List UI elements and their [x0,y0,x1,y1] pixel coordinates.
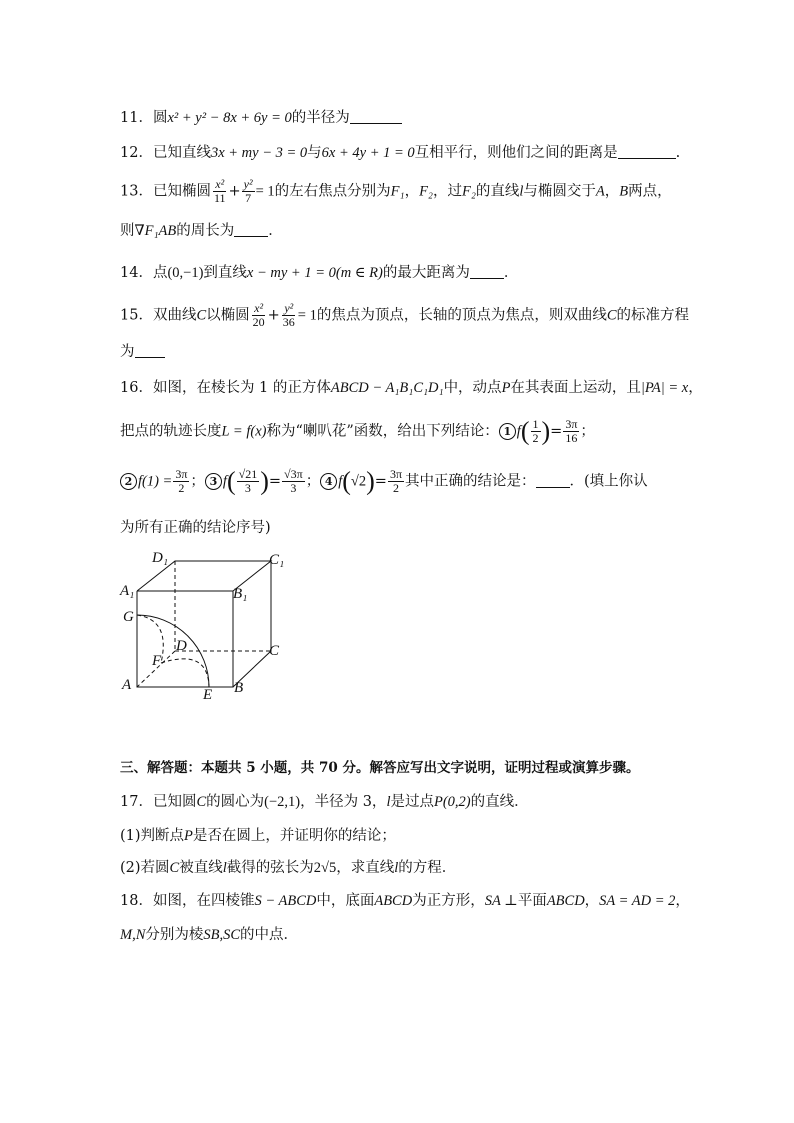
answer-blank [234,222,268,237]
question-14: 14．点(0,−1)到直线x − my + 1 = 0(m ∈ R)的最大距离为 ． [120,265,519,281]
circled-number-2: 2 [120,473,137,490]
question-18: 18．如图，在四棱锥S − ABCD中，底面ABCD为正方形，SA ⊥平面ABCD，SA = AD = 2， [120,893,690,909]
answer-blank [536,473,570,488]
label-A: A [122,677,132,693]
label-C: C [269,643,280,659]
label-D: D [176,638,187,654]
question-13: 13．已知椭圆 $\frac{\text{x²}}{11}$ + $\frac{\text{y²}}{7}$ = 1的左右焦点分别为F₁，F₂，过F₂的直线l与椭圆交于A，B两点， [120,177,672,205]
fraction: $\frac{√3\pi}{3}$ [284,467,303,495]
answer-blank [618,144,676,159]
question-number: 18． [120,893,153,909]
answer-blank [470,264,504,279]
fraction: $\frac{\text{x²}}{20}$ [252,301,265,329]
circled-number-1: 1 [499,423,516,440]
question-number: 13． [120,183,153,200]
trajectory-arc-bottom [161,659,209,687]
question-15: 15．双曲线C以椭圆 $\frac{\text{x²}}{20}$ + $\frac{\text{y²}}{36}$ = 1的焦点为顶点，长轴的顶点为焦点，则双曲线C的标准方程 [120,301,690,329]
label-A1: A₁ [120,583,135,599]
question-17: 17．已知圆C的圆心为(−2,1)，半径为 3，l是过点P(0,2)的直线． [120,794,529,810]
label-F: F [152,653,162,669]
label-E: E [203,687,213,703]
circled-number-3: 3 [205,473,222,490]
question-17-part-1: (1)判断点P是否在圆上，并证明你的结论； [120,828,396,844]
question-11: 11．圆x² + y² − 8x + 6y = 0的半径为 [120,108,402,128]
question-15-line-2: 为 [120,342,165,362]
question-number: 14． [120,265,153,281]
question-18-line-2: M,N分别为棱SB,SC的中点． [120,927,299,943]
question-number: 12． [120,145,153,161]
question-number: 16． [120,380,153,396]
question-16-line-3: 2 f(1) = $\frac{3\pi}{2}$ ； 3 f( $\frac{√21}{3}$ )= $\frac{√3\pi}{3}$ ； 4 f(√2)= $\frac{3\pi}{2}$ 其中正确的结论是： ．(填上你认 [120,468,648,495]
question-13-line-2: 则∇F₁AB的周长为 ． [120,223,283,239]
question-16: 16．如图，在棱长为 1 的正方体ABCD − A₁B₁C₁D₁中，动点P在其表面上运动，且|PA| = x， [120,380,703,396]
fraction: $\frac{3\pi}{16}$ [565,417,578,445]
question-17-part-2: (2)若圆C被直线l截得的弦长为2√5，求直线l的方程． [120,860,457,876]
fraction: $\frac{1}{2}$ [532,417,539,445]
section-heading: 三、解答题：本题共 5 小题，共 70 分。解答应写出文字说明，证明过程或演算步骤。 [120,760,640,776]
question-number: 11． [120,110,153,126]
question-16-line-4: 为所有正确的结论序号) [120,520,271,536]
answer-blank [135,343,165,358]
fraction: $\frac{√21}{3}$ [238,467,258,495]
cube-figure [116,548,296,704]
question-number: 17． [120,794,153,810]
label-B: B [234,680,244,696]
question-16-line-2: 把点的轨迹长度L = f(x)称为“喇叭花”函数，给出下列结论： 1 f( $\frac{1}{2}$ )= $\frac{3\pi}{16}$ ； [120,416,595,446]
label-C1: C₁ [269,552,285,568]
label-B1: B₁ [233,586,248,602]
fraction: $\frac{3\pi}{2}$ [175,467,188,495]
label-D1: D₁ [152,550,169,566]
answer-blank [350,109,402,124]
right-face [233,561,271,687]
question-number: 15． [120,307,153,324]
circled-number-4: 4 [320,473,337,490]
question-12: 12．已知直线3x + my − 3 = 0与6x + 4y + 1 = 0互相平行，则他们之间的距离是 . [120,145,681,161]
fraction: $\frac{\text{y²}}{7}$ [243,177,253,205]
fraction: $\frac{\text{y²}}{36}$ [282,301,295,329]
circle-equation: x² + y² − 8x + 6y = 0 [167,110,292,126]
fraction: $\frac{\text{x²}}{11}$ [213,177,226,205]
label-G: G [123,609,134,625]
fraction: $\frac{3\pi}{2}$ [389,467,403,495]
